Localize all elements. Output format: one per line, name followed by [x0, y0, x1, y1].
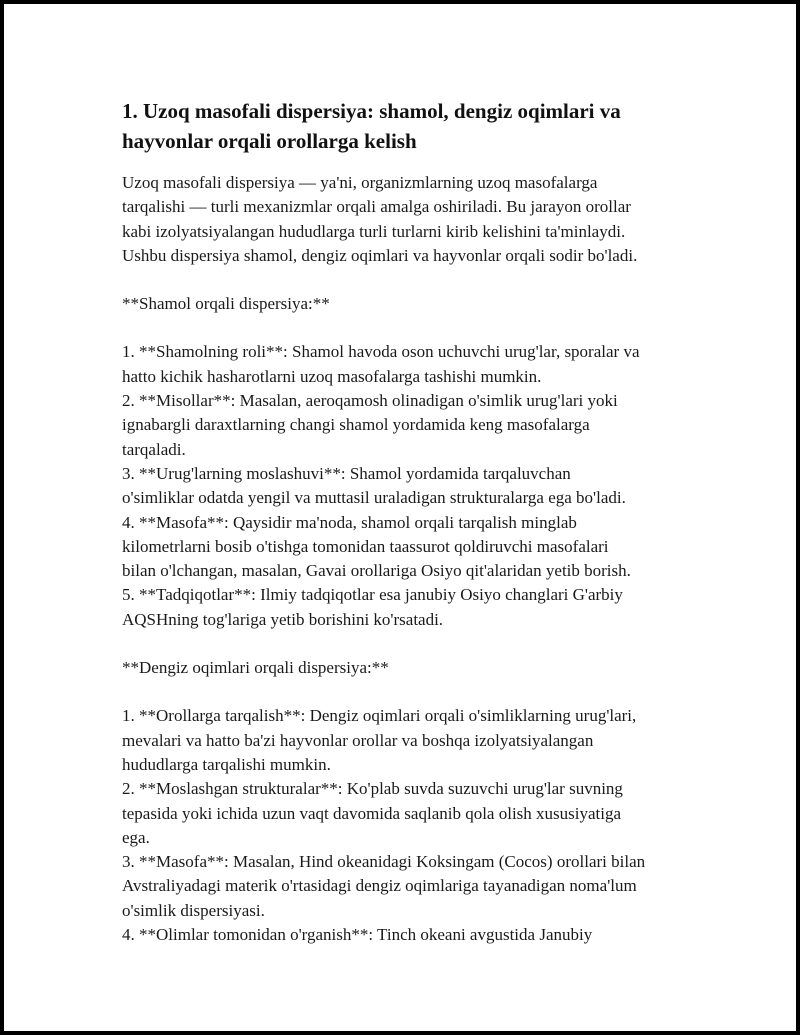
subheading-line: **Dengiz oqimlari orqali dispersiya:** — [122, 658, 389, 678]
wind-list — [122, 340, 722, 632]
intro-paragraph — [122, 171, 722, 268]
text-line: o'simliklar odatda yengil va muttasil uraladigan strukturalarga ega bo'ladi. — [122, 488, 626, 508]
text-line: tarqaladi. — [122, 439, 186, 459]
text-line: kabi izolyatsiyalangan hududlarga turli turlarni kirib kelishini ta'minlaydi. — [122, 221, 626, 241]
sea-heading — [122, 656, 722, 680]
sea-list — [122, 704, 722, 947]
text-line: tarqalishi — turli mexanizmlar orqali amalga oshiriladi. Bu jarayon orollar — [122, 197, 631, 217]
title-line: 1. Uzoq masofali dispersiya: shamol, dengiz oqimlari va — [122, 99, 621, 123]
text-line: Uzoq masofali dispersiya — ya'ni, organizmlarning uzoq masofalarga — [122, 173, 598, 192]
text-line: 1. **Orollarga tarqalish**: Dengiz oqimlari orqali o'simliklarning urug'lari, — [122, 706, 637, 726]
text-line: hududlarga tarqalishi mumkin. — [122, 754, 331, 774]
text-line: bilan o'lchangan, masalan, Gavai orollariga Osiyo qit'alaridan yetib borish. — [122, 561, 631, 581]
text-line: kilometrlarni bosib o'tishga tomonidan taassurot qoldiruvchi masofalari — [122, 536, 609, 556]
title-line: hayvonlar orqali orollarga kelish — [122, 129, 417, 153]
text-line: hatto kichik hasharotlarni uzoq masofalarga tashishi mumkin. — [122, 366, 542, 386]
text-line: 2. **Moslashgan strukturalar**: Ko'plab suvda suzuvchi urug'lar suvning — [122, 779, 623, 799]
text-line: Avstraliyadagi materik o'rtasidagi dengiz oqimlariga tayanadigan noma'lum — [122, 876, 637, 896]
text-line: 4. **Masofa**: Qaysidir ma'noda, shamol orqali tarqalish minglab — [122, 512, 577, 532]
text-line: ignabargli daraxtlarning changi shamol yordamida keng masofalarga — [122, 415, 590, 435]
text-line: Ushbu dispersiya shamol, dengiz oqimlari va hayvonlar orqali sodir bo'ladi. — [122, 245, 638, 265]
text-line: 1. **Shamolning roli**: Shamol havoda oson uchuvchi urug'lar, sporalar va — [122, 342, 640, 362]
text-line: AQSHning tog'lariga yetib borishini ko'rsatadi. — [122, 609, 444, 629]
text-line: 3. **Masofa**: Masalan, Hind okeanidagi Koksingam (Cocos) orollari bilan — [122, 852, 646, 872]
document-body — [122, 96, 722, 971]
wind-heading — [122, 292, 722, 316]
subheading-line: **Shamol orqali dispersiya:** — [122, 294, 330, 314]
text-line: o'simlik dispersiyasi. — [122, 900, 265, 920]
text-line: ega. — [122, 827, 150, 847]
text-line: 3. **Urug'larning moslashuvi**: Shamol yordamida tarqaluvchan — [122, 463, 571, 483]
text-line: tepasida yoki ichida uzun vaqt davomida saqlanib qola olish xususiyatiga — [122, 803, 622, 823]
text-line: 4. **Olimlar tomonidan o'rganish**: Tinch okeani avgustida Janubiy — [122, 925, 593, 945]
text-line: 2. **Misollar**: Masalan, aeroqamosh olinadigan o'simlik urug'lari yoki — [122, 391, 618, 411]
text-line: 5. **Tadqiqotlar**: Ilmiy tadqiqotlar esa janubiy Osiyo changlari G'arbiy — [122, 585, 623, 605]
section-title — [122, 96, 722, 156]
text-line: mevalari va hatto ba'zi hayvonlar orollar va boshqa izolyatsiyalangan — [122, 730, 594, 750]
